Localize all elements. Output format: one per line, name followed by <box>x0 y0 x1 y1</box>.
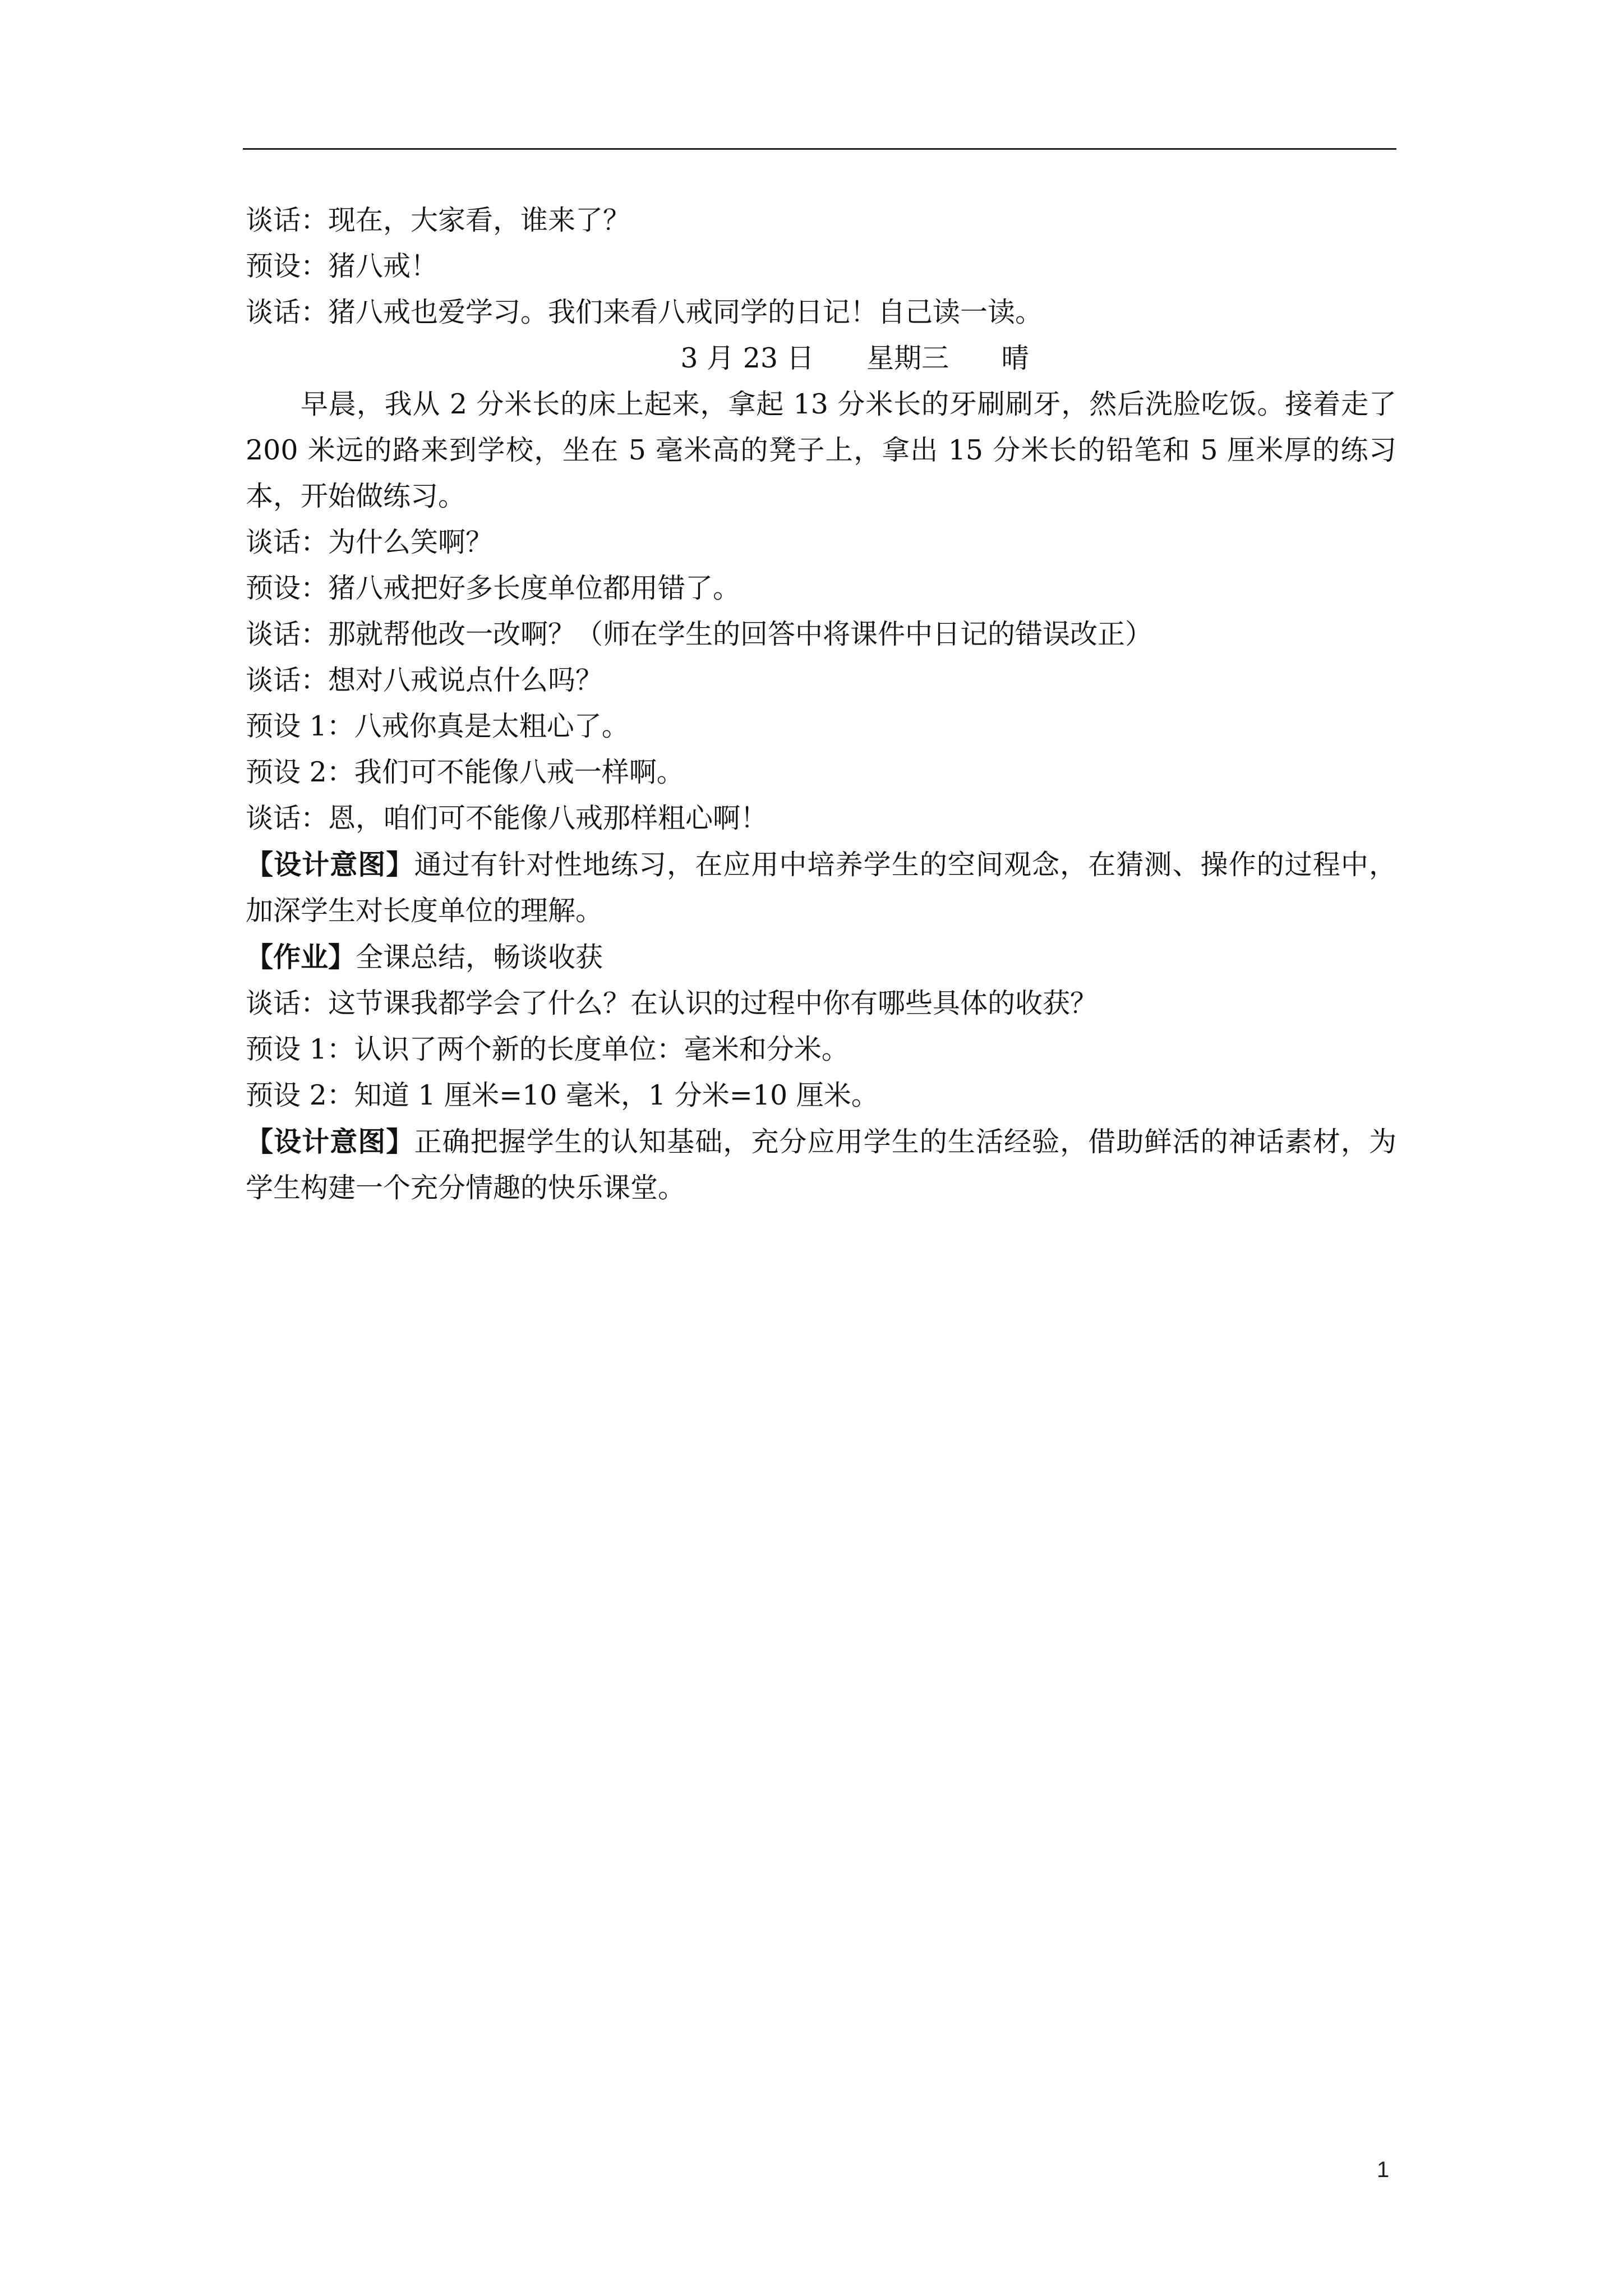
header-rule <box>243 148 1396 150</box>
homework-label: 【作业】 <box>246 941 356 973</box>
design-intent-paragraph <box>246 841 1396 934</box>
dialogue-line: 谈话：那就帮他改一改啊？（师在学生的回答中将课件中日记的错误改正） <box>246 618 1153 650</box>
homework-line <box>246 934 1396 981</box>
dialogue-line: 预设：猪八戒把好多长度单位都用错了。 <box>246 572 741 604</box>
dialogue-line: 预设 2：知道 1 厘米=10 毫米，1 分米=10 厘米。 <box>246 1079 879 1111</box>
design-intent-label: 【设计意图】 <box>246 848 414 881</box>
dialogue-line: 谈话：想对八戒说点什么吗？ <box>246 664 603 696</box>
homework-text: 全课总结，畅谈收获 <box>356 941 603 973</box>
design-intent-text: 正确把握学生的认知基础，充分应用学生的生活经验，借助鲜活的神话素材，为学生构建一个充分情趣的快乐课堂。 <box>246 1126 1396 1204</box>
dialogue-line: 谈话：恩，咱们可不能像八戒那样粗心啊！ <box>246 802 768 834</box>
diary-paragraph: 早晨，我从 2 分米长的床上起来，拿起 13 分米长的牙刷刷牙，然后洗脸吃饭。接着走了 200 米远的路来到学校，坐在 5 毫米高的凳子上，拿出 15 分米长的铅笔和 5 厘米厚的练习本，开始做练习。 <box>246 388 1396 512</box>
page-number: 1 <box>1377 2157 1390 2182</box>
dialogue-line: 预设 1：认识了两个新的长度单位：毫米和分米。 <box>246 1033 849 1065</box>
design-intent-label: 【设计意图】 <box>246 1125 414 1158</box>
design-intent-paragraph <box>246 1119 1396 1211</box>
dialogue-line: 预设 1：八戒你真是太粗心了。 <box>246 710 629 742</box>
dialogue-line: 谈话：现在，大家看，谁来了？ <box>246 204 631 236</box>
dialogue-line: 预设：猪八戒！ <box>246 250 439 282</box>
dialogue-line: 谈话：猪八戒也爱学习。我们来看八戒同学的日记！自己读一读。 <box>246 296 1043 328</box>
document-body <box>246 197 1396 1211</box>
dialogue-line: 预设 2：我们可不能像八戒一样啊。 <box>246 756 684 788</box>
dialogue-line: 谈话：为什么笑啊？ <box>246 526 494 558</box>
design-intent-text: 通过有针对性地练习，在应用中培养学生的空间观念，在猜测、操作的过程中，加深学生对长度单位的理解。 <box>246 849 1396 927</box>
diary-date-line: 3 月 23 日 星期三 晴 <box>680 342 1029 374</box>
dialogue-line: 谈话：这节课我都学会了什么？在认识的过程中你有哪些具体的收获？ <box>246 987 1098 1019</box>
